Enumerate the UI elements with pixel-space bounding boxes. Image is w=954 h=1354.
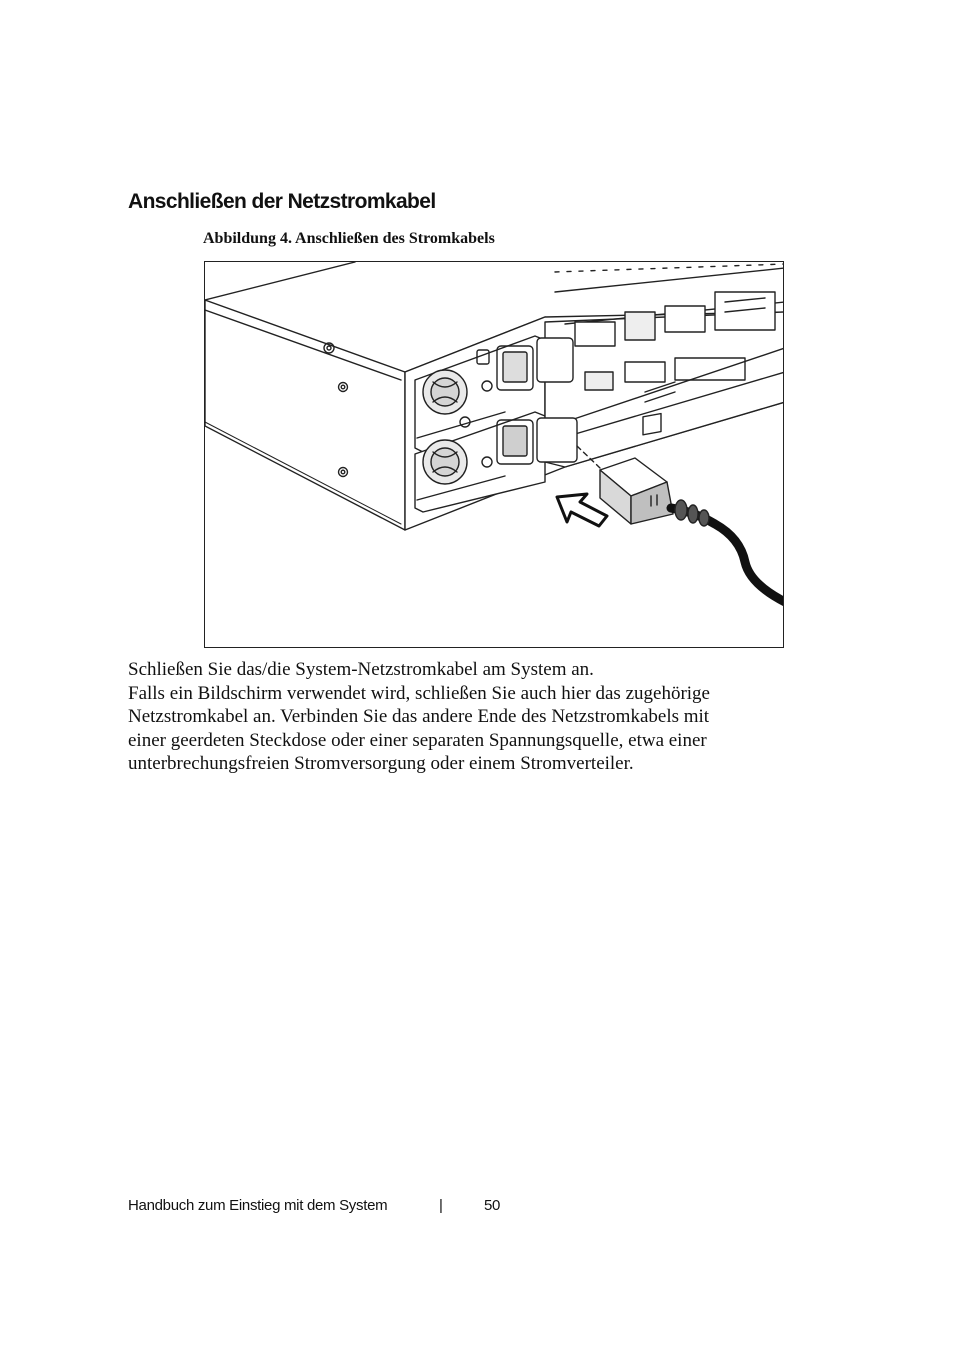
body-line: Schließen Sie das/die System-Netzstromkabel am System an. (128, 659, 594, 680)
power-cable-illustration (204, 261, 784, 648)
page-number: 50 (484, 1197, 501, 1214)
rear-io-area (545, 264, 784, 467)
page-footer (128, 1197, 501, 1214)
body-line: Netzstromkabel an. Verbinden Sie das andere Ende des Netzstromkabels mit (128, 706, 710, 728)
power-cable (671, 508, 784, 602)
footer-separator: | (439, 1197, 443, 1214)
insertion-arrow-icon (557, 494, 607, 526)
footer-title: Handbuch zum Einstieg mit dem System (128, 1197, 388, 1214)
body-text (128, 658, 828, 776)
chassis-side-panel (205, 300, 405, 530)
section-title: Anschließen der Netzstromkabel (128, 190, 436, 213)
body-line: einer geerdeten Steckdose oder einer separaten Spannungsquelle, etwa einer (128, 729, 707, 751)
cable-bracket-upper (537, 338, 573, 382)
figure-caption: Abbildung 4. Anschließen des Stromkabels (203, 230, 495, 247)
body-line: unterbrechungsfreien Stromversorgung oder einem Stromverteiler. (128, 753, 634, 775)
body-line: Falls ein Bildschirm verwendet wird, schließen Sie auch hier das zugehörige (128, 682, 710, 704)
cable-bracket-lower (537, 418, 577, 462)
